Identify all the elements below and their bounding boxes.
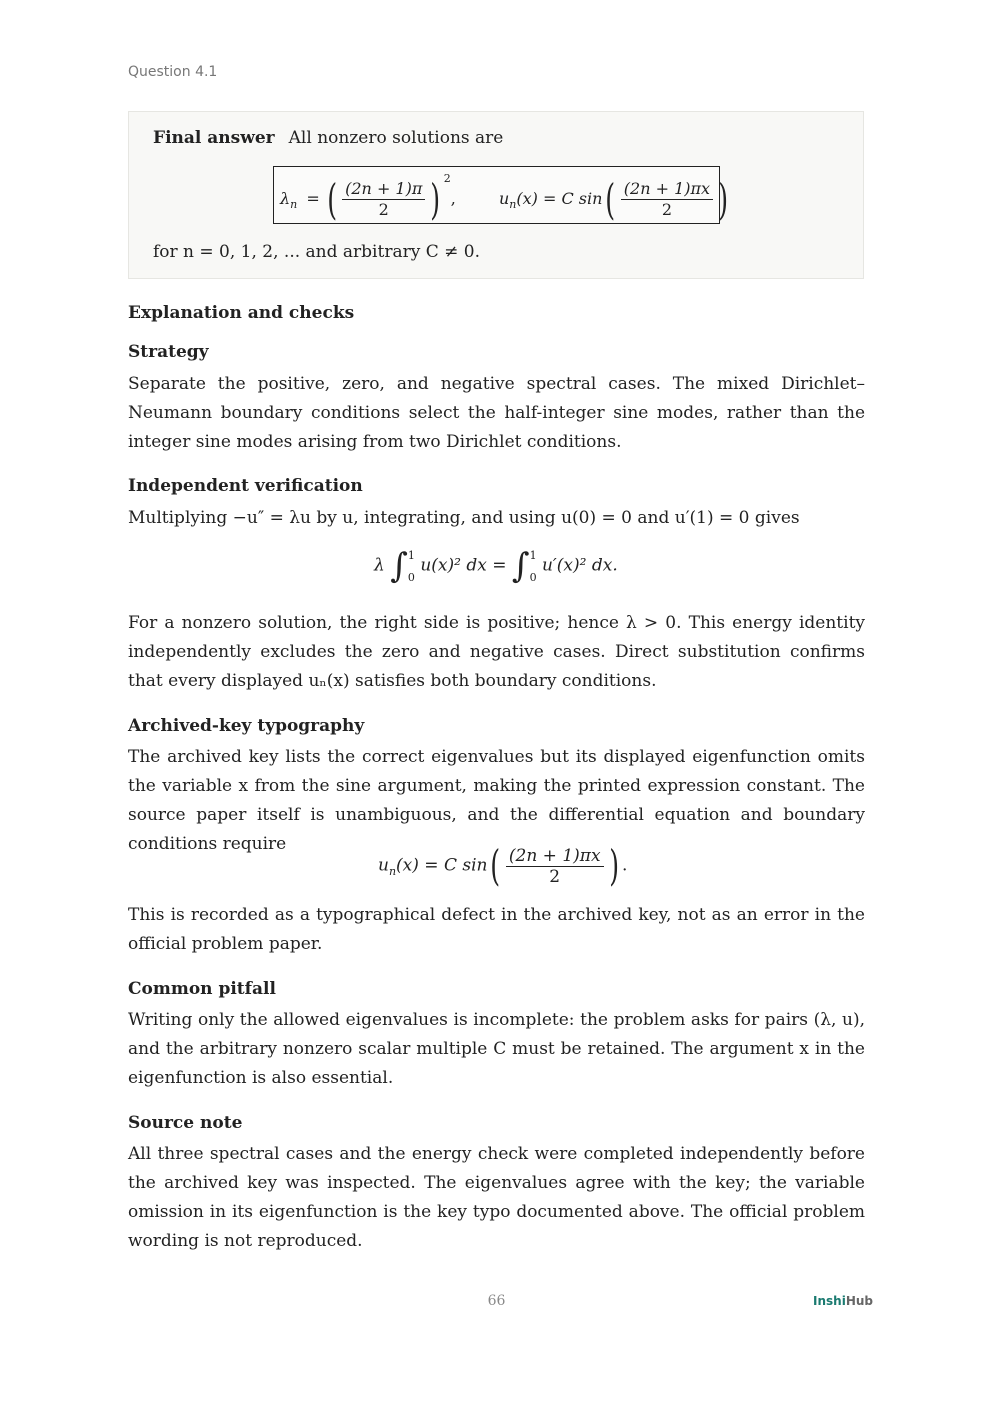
energy-right-integrand: u′(x)² dx.: [541, 555, 618, 576]
explanation-heading: Explanation and checks: [128, 303, 355, 323]
verification-intro: Multiplying −u″ = λu by u, integrating, and using u(0) = 0 and u′(1) = 0 gives: [128, 508, 800, 528]
pitfall-heading: Common pitfall: [128, 979, 276, 999]
boxed-answer-equation: $\lambda_n$ = ( $\frac{(2n + 1)\pi}{2}$ ) $^2$, $u_n(x) = C$ sin( $\frac{(2n + 1)\pi x}{2}$ ): [273, 166, 720, 224]
lambda-symbol: λ: [280, 189, 291, 208]
u-denominator: 2: [661, 200, 673, 219]
final-answer-conditions: for n = 0, 1, 2, ... and arbitrary C ≠ 0.: [153, 242, 481, 262]
corrected-numerator: (2n + 1)πx: [506, 846, 604, 867]
source-text: All three spectral cases and the energy check were completed independently before the archived key was inspected. The eigenvalues agree with the key; the variable omission in its eigenfunction is the key typo documented above. The official problem wording is not reproduced.: [128, 1144, 865, 1251]
page-header-label: Question 4.1: [128, 64, 218, 80]
verification-heading: Independent verification: [128, 476, 363, 496]
integral-upper-limit-left: 1: [407, 548, 415, 562]
brand-logo: [813, 1294, 873, 1308]
lambda-numerator: (2n + 1)π: [342, 179, 425, 200]
typography-after-text: This is recorded as a typographical defect in the archived key, not as an error in the official problem paper.: [128, 905, 865, 954]
page-number: 66: [487, 1293, 506, 1309]
u-argument: (x) = C sin: [516, 189, 603, 208]
final-answer-heading: Final answer: [153, 128, 275, 148]
integral-lower-limit-right: 0: [529, 570, 537, 584]
strategy-heading: Strategy: [128, 342, 209, 362]
lambda-denominator: 2: [378, 200, 389, 219]
corrected-denominator: 2: [549, 866, 561, 887]
pitfall-text: Writing only the allowed eigenvalues is incomplete: the problem asks for pairs (λ, u), and the arbitrary nonzero scalar multiple C must be retained. The argument x in the eigenfunction is also essential.: [128, 1010, 865, 1088]
energy-lambda: λ: [374, 555, 385, 576]
integral-upper-limit-right: 1: [529, 548, 537, 562]
strategy-text: Separate the positive, zero, and negative spectral cases. The mixed Dirichlet–Neumann boundary conditions select the half-integer sine modes, rather than the integer sine modes arising from two Dirichlet conditions.: [128, 374, 865, 452]
final-answer-intro: All nonzero solutions are: [288, 128, 504, 148]
typography-text: The archived key lists the correct eigenvalues but its displayed eigenfunction omits the variable x from the sine argument, making the printed expression constant. The source paper itself is unambiguous, and the differential equation and boundary conditions require: [128, 747, 865, 854]
u-fraction: [621, 179, 713, 220]
corrected-u-symbol: u: [378, 855, 389, 876]
corrected-fraction: [506, 846, 604, 887]
corrected-eigenfunction-equation: $u_n(x) = C$ sin( $\frac{(2n + 1)\pi x}{2}$ ) .: [378, 841, 628, 890]
corrected-u-argument: (x) = C sin: [396, 855, 488, 876]
integral-lower-limit-left: 0: [407, 570, 415, 584]
u-subscript: n: [509, 198, 517, 212]
energy-identity-equation: λ ∫1 0 u(x)² dx = ∫1 0 u′(x)² dx.: [374, 546, 618, 586]
brand-part-a: Inshi: [813, 1294, 846, 1308]
lambda-subscript: n: [290, 198, 298, 212]
final-answer-line: [153, 128, 503, 148]
source-heading: Source note: [128, 1113, 243, 1133]
energy-left-integrand: u(x)² dx =: [420, 555, 507, 576]
corrected-u-subscript: n: [388, 864, 397, 878]
final-answer-box: [128, 111, 864, 279]
lambda-exponent: 2: [443, 172, 451, 185]
typography-heading: Archived-key typography: [128, 716, 365, 736]
u-symbol: u: [498, 189, 510, 208]
brand-part-b: Hub: [845, 1294, 873, 1308]
verification-text: For a nonzero solution, the right side is positive; hence λ > 0. This energy identity independently excludes the zero and negative cases. Direct substitution confirms that every displayed uₙ(x) satisfies both boundary conditions.: [128, 613, 865, 691]
lambda-fraction: [342, 179, 425, 220]
u-numerator: (2n + 1)πx: [621, 179, 713, 200]
